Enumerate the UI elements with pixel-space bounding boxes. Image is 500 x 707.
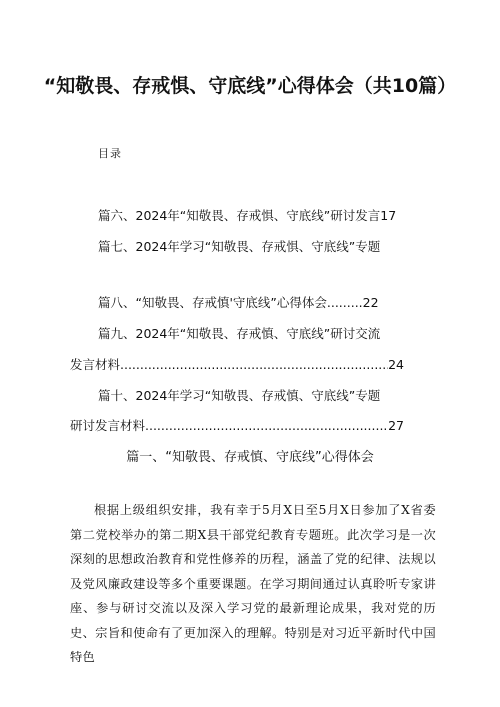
toc-entry [70,355,404,373]
toc-page-number: 24 [388,357,404,372]
section-title: 篇一、“知敬畏、存戒慎、守底线”心得体会 [126,450,374,465]
toc-entry: 篇六、2024年“知敬畏、存戒惧、守底线”研讨发言17 [98,208,397,223]
toc-entry-label: 研讨发言材料 [70,418,146,433]
toc-entry [70,416,404,434]
document-title: “知敬畏、存戒惧、守底线”心得体会（共10篇） [43,75,457,97]
toc-entry: 篇八、“知敬畏、存戒慎'守底线”心得体会.........22 [98,295,379,310]
body-paragraph: 根据上级组织安排，我有幸于5月X日至5月X日参加了X省委第二党校举办的第二期X县干部党纪教育专题班。此次学习是一次深刻的思想政治教育和党性修养的历程，涵盖了党的纪律、法规以及党风廉政建设等多个重要课题。在学习期间通过认真聆听专家讲座、参与研讨交流以及深入学习党的最新理论成果，我对党的历史、宗旨和使命有了更加深入的理解。特别是对习近平新时代中国特色 [70,503,436,664]
toc-entry: 篇七、2024年学习“知敬畏、存戒惧、守底线”专题 [98,239,381,254]
toc-entry: 篇十、2024年学习“知敬畏、存戒慎、守底线”专题 [98,388,381,403]
toc-leader-dots [120,357,388,372]
toc-entry: 篇九、2024年“知敬畏、存戒慎、守底线”研讨交流 [98,326,381,341]
toc-page-number: 27 [388,418,404,433]
toc-heading: 目录 [98,147,122,160]
toc-entry-label: 发言材料 [70,357,121,372]
toc-leader-dots [145,418,388,433]
